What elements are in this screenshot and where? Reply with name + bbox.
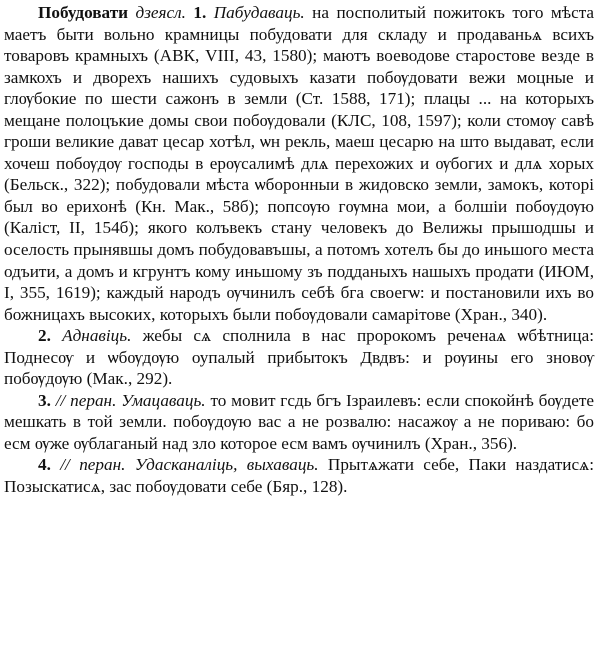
sense-number: 3. — [38, 390, 51, 410]
sense-gloss: Умацаваць. — [121, 390, 206, 410]
headword: Побудовати — [38, 3, 129, 22]
sense-2 — [4, 325, 594, 390]
sense-number: 1. — [193, 3, 207, 22]
sense-number: 4. — [38, 455, 51, 475]
sense-citations: на посполитый пожитокъ того мѣста маетъ быти вольно крамницы побудовати для складу и продаваньѧ всихъ товаровъ крамныхъ (АВК, VIII, 43, 1580); маютъ воеводове старостове везде в замкохъ и дворехъ нашихъ судовыхъ казати побѹдовати вежи моцные и глѹбокие по шести сажонъ в земли (Ст. 1588, 171); плацы ... на которыхъ мещане полоцъкие домы свои побѹдовали (КЛС, 108, 1597); коли стомѹ савѣ гроши великие дават цесар хотѣл, ѡн рекль, маеш цесарю на што выдават, если хочеш побѹдѹ господы в ерѹсалимѣ длѧ перехожих и ѹбогих и длѧ хорых (Бельск., 322); побудовали мѣста ѡборонныи в жидовско земли, замокъ, которі был во ерихонѣ (Кн. Мак., 58б); попсѹю гѹмна мои, а болшіи побѹдѹю (Каліст, II, 154б); якого колъвекъ стану человекъ до Велижы прышодшы и оселость прынявшы домъ побудовавъшы, а потомъ хотелъ бы до иньшого места одъити, а домъ и кгрунтъ кому иньшому зъ подданыхъ нашыхъ продати (ИЮМ, I, 355, 1619); каждый народъ ѹчинилъ себѣ бга своегѡ: и постановили ихъ во божницахъ высоких, которыхъ были побѹдовали самарітове (Хран., 340). — [4, 3, 595, 324]
sense-1 — [4, 2, 594, 325]
sense-marker: // перан. — [60, 455, 126, 475]
dictionary-entry — [4, 2, 594, 498]
grammar-label: дзеясл. — [135, 3, 186, 22]
sense-citations: то мовит гсдь бгъ Ізраилевъ: если спокойнѣ бѹдете мешкать в той земли. побѹдѹю вас а не розвалю: насажѹ а не пориваю: бо есм ѹже ѹблаганый над зло которое есм вамъ ѹчинилъ (Хран., 356). — [4, 390, 595, 453]
sense-citations: жебы сѧ сполнила в нас пророкомъ реченаѧ ѡбѣтница: Поднесѹ и ѡбѹдѹю оупалый прибытокъ Двдвъ: и рѹины его зновѹ побѹдѹю (Мак., 292). — [4, 326, 594, 389]
sense-3 — [4, 390, 594, 455]
sense-gloss: Пабудаваць. — [213, 3, 305, 22]
sense-gloss: Аднавіць. — [62, 326, 132, 346]
sense-gloss: Удасканаліць, выхаваць. — [134, 455, 319, 475]
sense-marker: // перан. — [55, 390, 117, 410]
sense-citations: Прытѧжати себе, Паки наздатисѧ: Позыскатисѧ, зас побѹдовати себе (Бяр., 128). — [4, 455, 595, 497]
sense-number: 2. — [38, 326, 51, 346]
sense-4 — [4, 454, 594, 497]
